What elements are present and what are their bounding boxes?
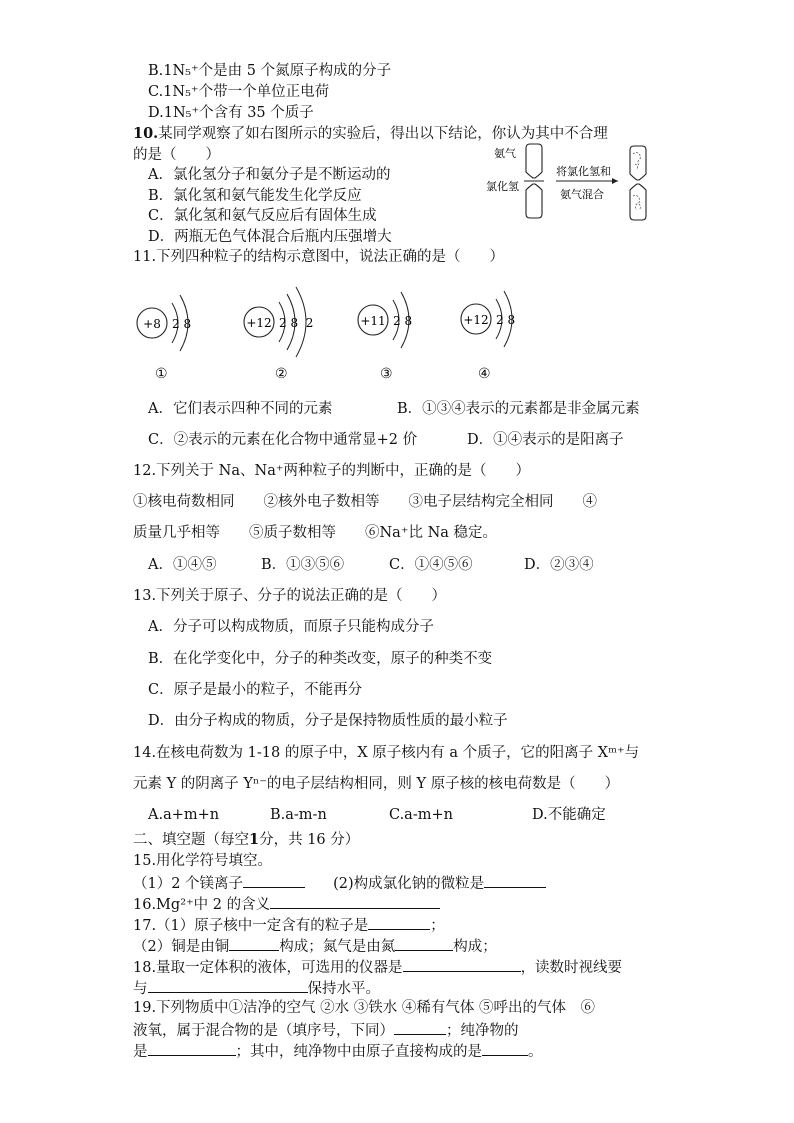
q13-option-c: C．原子是最小的粒子，不能再分 [148, 682, 363, 698]
atom-1-nucleus: +8 [143, 317, 161, 331]
atom-4-shells: 2 8 [496, 313, 516, 327]
q13-option-a: A．分子可以构成物质，而原子只能构成分子 [148, 619, 434, 635]
atom-2-shells: 2 8 2 [279, 316, 314, 330]
atom-3-shells: 2 8 [393, 314, 413, 328]
q17-part1: 17.（1）原子核中一定含有的粒子是 ； [133, 915, 445, 935]
q15-stem: 15.用化学符号填空。 [133, 853, 273, 869]
q14-option-b: B.a-m-n [270, 807, 327, 823]
figure-label-ammonia: 氨气 [494, 147, 516, 160]
q14-option-a: A.a+m+n [148, 807, 220, 823]
q11-option-b: B．①③④表示的元素都是非金属元素 [397, 401, 640, 417]
bottle-bottom [526, 184, 542, 218]
q9-option-b: B.1N₅⁺个是由 5 个氮原子构成的分子 [148, 63, 392, 79]
atom-4-nucleus: +12 [463, 313, 489, 327]
q11-option-d: D．①④表示的是阳离子 [467, 432, 624, 448]
q14-option-d: D.不能确定 [532, 807, 606, 823]
q10-option-c: C．氯化氢和氨气反应后有固体生成 [148, 208, 377, 224]
atom-2-mark: ② [275, 366, 288, 382]
q18-blank-1[interactable] [403, 957, 521, 972]
arrow-head-icon [612, 178, 618, 184]
q14-stem-line1: 14.在核电荷数为 1-18 的原子中，X 原子核内有 a 个质子，它的阳离子 Xᵐ⁺与 [133, 745, 640, 761]
q19-blank-2[interactable] [148, 1041, 236, 1056]
white-smoke-top [633, 153, 641, 171]
q15-blank-2[interactable] [484, 873, 546, 888]
q17-part2: （2）铜是由铜 构成；氮气是由氮 构成； [133, 936, 497, 956]
q19-line1: 19.下列物质中①洁净的空气 ②水 ③铁水 ④稀有气体 ⑤呼出的气体 ⑥ [133, 1000, 595, 1016]
white-smoke-bottom [633, 195, 641, 210]
q12-option-a: A．①④⑤ [148, 557, 217, 573]
mixed-bottle-bottom [630, 184, 646, 220]
q17-blank-1[interactable] [368, 915, 430, 930]
atom-4-mark: ④ [478, 366, 491, 382]
q11-atom-diagrams [130, 275, 530, 365]
q10-option-a: A．氯化氢分子和氨分子是不断运动的 [148, 167, 391, 183]
q11-option-a: A．它们表示四种不同的元素 [148, 401, 333, 417]
q14-stem-line2: 元素 Y 的阴离子 Yⁿ⁻的电子层结构相同，则 Y 原子核的核电荷数是（ ） [133, 776, 620, 792]
q19-line2: 液氧，属于混合物的是（填序号，下同） ；纯净物的 [133, 1020, 519, 1040]
q15-answers: （1）2 个镁离子 (2)构成氯化钠的微粒是 [133, 873, 546, 893]
q12-items-line2: 质量几乎相等 ⑤质子数相等 ⑥Na⁺比 Na 稳定。 [133, 525, 498, 541]
q17-blank-3[interactable] [395, 936, 453, 951]
q12-option-b: B．①③⑤⑥ [261, 557, 345, 573]
atom-3-nucleus: +11 [360, 314, 386, 328]
q19-blank-3[interactable] [482, 1041, 528, 1056]
atom-diagram-3 [358, 292, 412, 348]
arrow-text-2: 氨气混合 [560, 188, 604, 201]
atom-1-shells: 2 8 [172, 317, 192, 331]
atom-diagram-1 [137, 295, 191, 351]
q10-stem-line2: 的是（ ） [133, 147, 220, 163]
bottle-top [526, 144, 542, 178]
q13-option-b: B．在化学变化中，分子的种类改变，原子的种类不变 [148, 651, 493, 667]
arrow-text-1: 将氯化氢和 [556, 165, 611, 178]
q16-line: 16.Mg²⁺中 2 的含义 [133, 894, 440, 914]
q10-stem-line1: 10.某同学观察了如右图所示的实验后，得出以下结论，你认为其中不合理 [133, 125, 608, 142]
atom-3-mark: ③ [380, 366, 393, 382]
atom-2-nucleus: +12 [246, 316, 272, 330]
figure-label-hcl: 氯化氢 [486, 180, 519, 193]
section2-title: 二、填空题（每空1分，共 16 分） [133, 831, 360, 848]
q18-blank-2[interactable] [148, 978, 308, 993]
mixed-bottle-top [630, 146, 646, 180]
q10-option-b: B．氯化氢和氨气能发生化学反应 [148, 188, 362, 204]
q9-option-c: C.1N₅⁺个带一个单位正电荷 [148, 84, 330, 100]
q13-option-d: D．由分子构成的物质，分子是保持物质性质的最小粒子 [148, 713, 508, 729]
q10-option-d: D．两瓶无色气体混合后瓶内压强增大 [148, 229, 392, 245]
q11-option-c: C．②表示的元素在化合物中通常显+2 价 [148, 432, 418, 448]
q16-blank[interactable] [270, 894, 440, 909]
q12-items-line1: ①核电荷数相同 ②核外电子数相等 ③电子层结构完全相同 ④ [133, 494, 597, 510]
atom-diagram-2 [244, 287, 313, 357]
q17-blank-2[interactable] [229, 936, 279, 951]
q12-option-c: C．①④⑤⑥ [389, 557, 473, 573]
atom-1-mark: ① [155, 366, 168, 382]
q13-stem: 13.下列关于原子、分子的说法正确的是（ ） [133, 588, 447, 604]
q10-number: 10. [133, 125, 159, 142]
q18-line1: 18.量取一定体积的液体，可选用的仪器是 ，读数时视线要 [133, 957, 622, 977]
q10-experiment-figure [484, 140, 664, 224]
atom-diagram-4 [461, 291, 515, 347]
q19-blank-1[interactable] [394, 1020, 446, 1035]
q11-stem: 11.下列四种粒子的结构示意图中，说法正确的是（ ） [133, 249, 505, 265]
q12-stem: 12.下列关于 Na、Na⁺两种粒子的判断中，正确的是（ ） [133, 463, 530, 479]
q18-line2: 与 保持水平。 [133, 978, 380, 998]
q14-option-c: C.a-m+n [389, 807, 453, 823]
q12-option-d: D．②③④ [524, 557, 594, 573]
q19-line3: 是 ；其中，纯净物中由原子直接构成的是 。 [133, 1041, 543, 1061]
q15-blank-1[interactable] [243, 873, 305, 888]
q9-option-d: D.1N₅⁺个含有 35 个质子 [148, 105, 314, 121]
